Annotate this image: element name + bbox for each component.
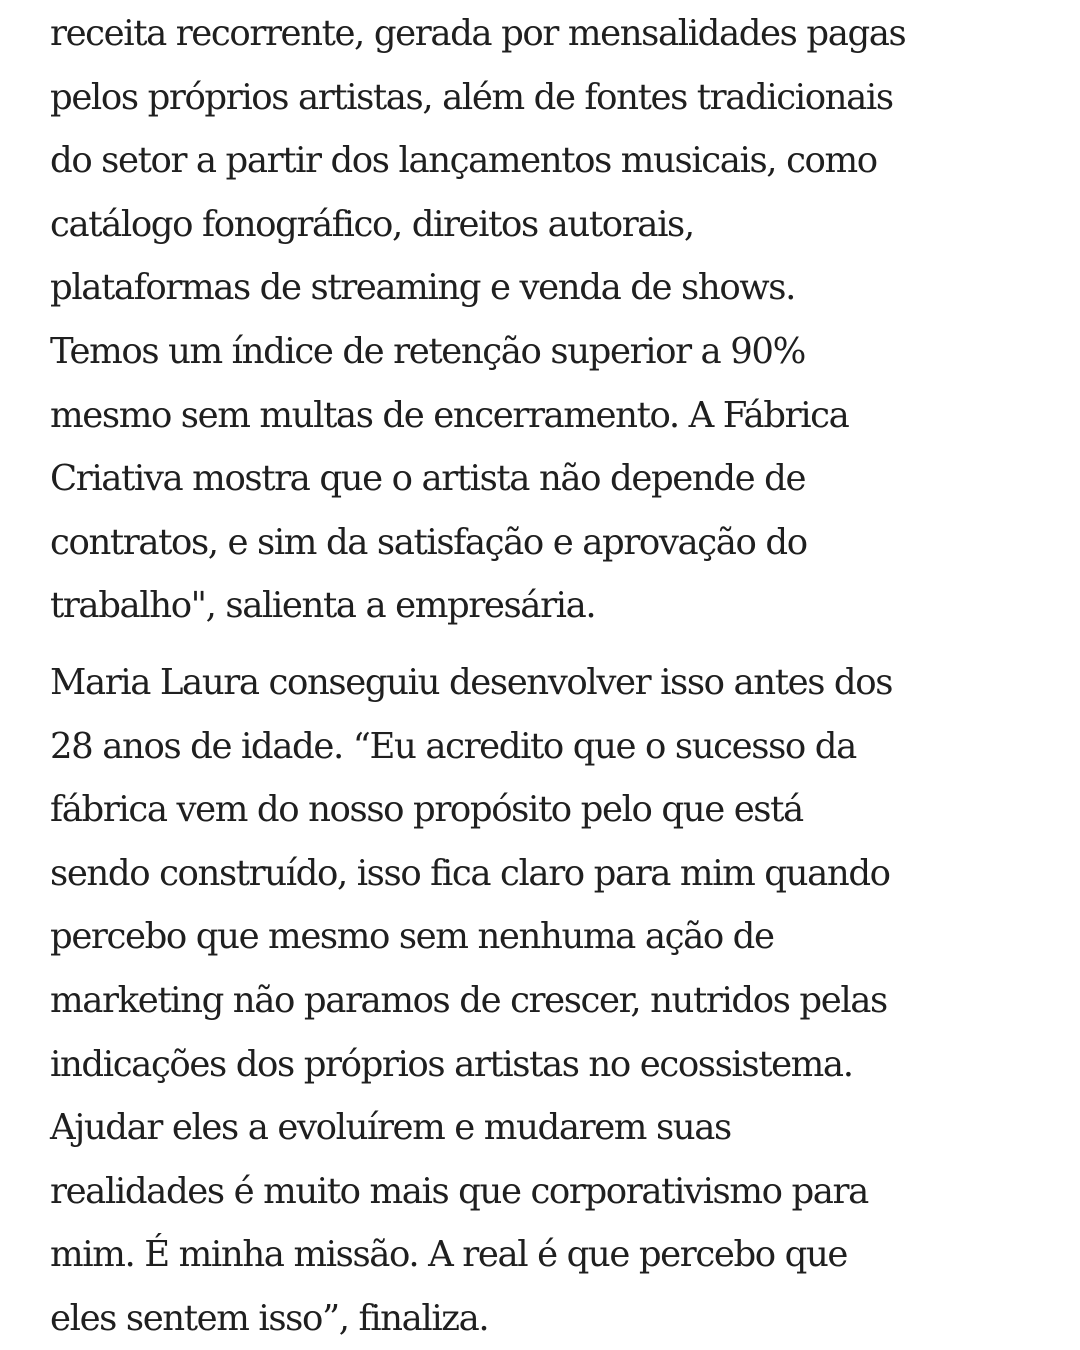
paragraph-line: plataformas de streaming e venda de shows.	[50, 267, 795, 309]
paragraph-line: receita recorrente, gerada por mensalidades pagas	[50, 13, 906, 54]
paragraph-line: realidades é muito mais que corporativismo para	[50, 1170, 868, 1212]
paragraph-line: marketing não paramos de crescer, nutridos pelas	[50, 979, 887, 1021]
paragraph-line: sendo construído, isso fica claro para mim quando	[50, 852, 890, 894]
paragraph-line: mim. É minha missão. A real é que percebo que	[50, 1234, 848, 1276]
paragraph-line: percebo que mesmo sem nenhuma ação de	[50, 916, 774, 958]
article-body	[50, 0, 1050, 1350]
paragraph-line: 28 anos de idade. “Eu acredito que o sucesso da	[50, 725, 856, 767]
paragraph-line: catálogo fonográfico, direitos autorais,	[50, 203, 694, 245]
paragraph-line: indicações dos próprios artistas no ecossistema.	[50, 1043, 853, 1085]
paragraph-line: contratos, e sim da satisfação e aprovação do	[50, 521, 807, 563]
paragraph-line: Maria Laura conseguiu desenvolver isso antes dos	[50, 661, 893, 703]
paragraph-line: trabalho", salienta a empresária.	[50, 585, 596, 627]
paragraph-line: Temos um índice de retenção superior a 90%	[50, 330, 805, 372]
paragraph-line: fábrica vem do nosso propósito pelo que está	[50, 789, 803, 831]
paragraph-line: do setor a partir dos lançamentos musicais, como	[50, 140, 877, 182]
article-paragraph-1	[50, 2, 1050, 638]
paragraph-line: mesmo sem multas de encerramento. A Fábrica	[50, 394, 849, 436]
paragraph-line: pelos próprios artistas, além de fontes tradicionais	[50, 76, 893, 118]
paragraph-line: Criativa mostra que o artista não depende de	[50, 458, 806, 500]
paragraph-line: Ajudar eles a evoluírem e mudarem suas	[50, 1107, 731, 1149]
paragraph-line: eles sentem isso”, finaliza.	[50, 1297, 489, 1339]
article-paragraph-2	[50, 651, 1050, 1350]
